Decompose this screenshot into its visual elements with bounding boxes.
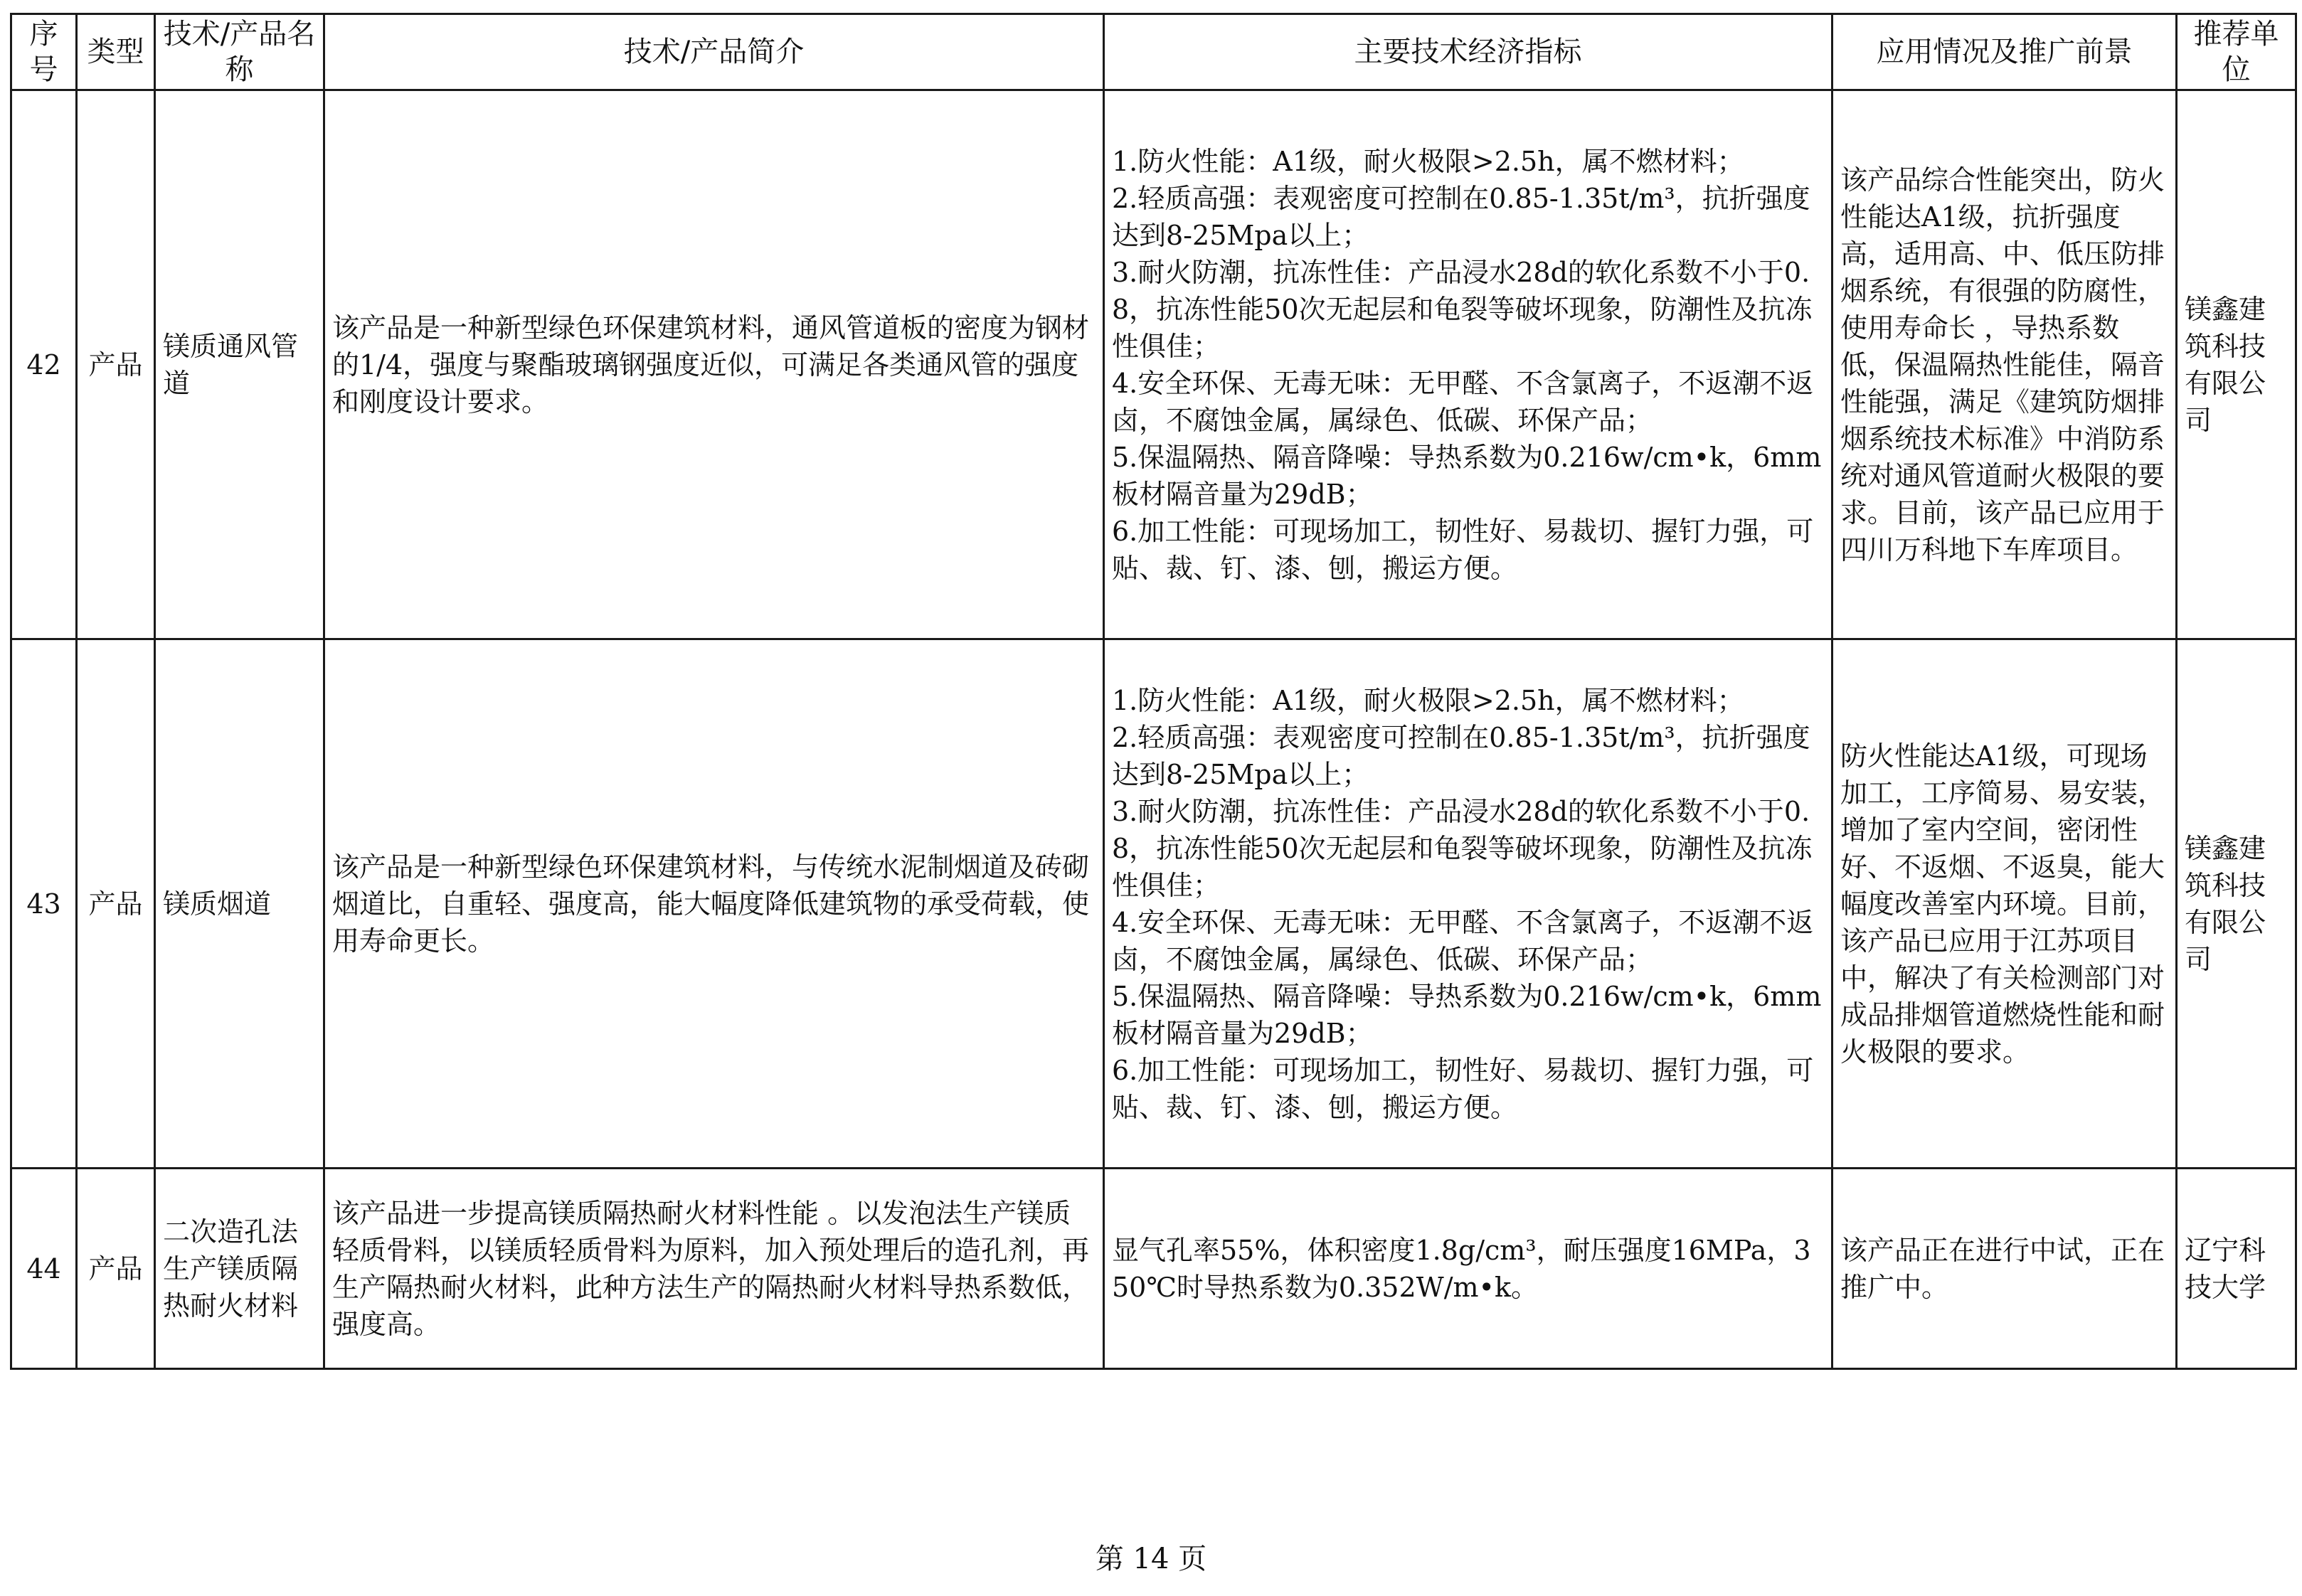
indicator-line: 2.轻质高强：表观密度可控制在0.85-1.35t/m³，抗折强度达到8-25Mpa以上； [1112,182,1810,251]
row-name: 镁质通风管道 [155,90,324,639]
indicator-line: 3.耐火防潮，抗冻性佳：产品浸水28d的软化系数不小于0.8，抗冻性能50次无起层和龟裂等破坏现象，防潮性及抗冻性俱佳； [1112,256,1813,362]
indicator-line: 显气孔率55%，体积密度1.8g/cm³，耐压强度16MPa，350℃时导热系数为0.352W/m•k。 [1112,1234,1811,1303]
indicator-line: 5.保温隔热、隔音降噪：导热系数为0.216w/cm•k，6mm板材隔音量为29dB； [1112,980,1822,1049]
header-row [11,14,2296,90]
header-type: 类型 [77,14,155,90]
header-application: 应用情况及推广前景 [1832,14,2177,90]
row-name: 镁质烟道 [155,639,324,1169]
indicator-line: 4.安全环保、无毒无味：无甲醛、不含氯离子，不返潮不返卤，不腐蚀金属，属绿色、低碳、环保产品； [1112,367,1814,436]
row-indicators [1104,90,1832,639]
row-seq: 44 [11,1169,77,1369]
table-row [11,90,2296,639]
row-name: 二次造孔法生产镁质隔热耐火材料 [155,1169,324,1369]
indicator-line: 6.加工性能：可现场加工，韧性好、易裁切、握钉力强，可贴、裁、钉、漆、刨，搬运方便。 [1112,515,1814,584]
row-type: 产品 [77,1169,155,1369]
page-number: 第 14 页 [1095,1543,1207,1575]
header-intro: 技术/产品简介 [324,14,1104,90]
row-application: 该产品综合性能突出，防火性能达A1级，抗折强度高，适用高、中、低压防排烟系统，有很强的防腐性，使用寿命长 ，导热系数低，保温隔热性能佳，隔音性能强，满足《建筑防烟排烟系统技术标准》中消防系统对通风管道耐火极限的要求。目前，该产品已应用于四川万科地下车库项目。 [1832,90,2177,639]
row-recommender: 镁鑫建筑科技有限公司 [2177,639,2296,1169]
row-type: 产品 [77,639,155,1169]
table-row [11,639,2296,1169]
row-recommender: 辽宁科技大学 [2177,1169,2296,1369]
indicator-line: 4.安全环保、无毒无味：无甲醛、不含氯离子，不返潮不返卤，不腐蚀金属，属绿色、低碳、环保产品； [1112,906,1814,975]
row-recommender: 镁鑫建筑科技有限公司 [2177,90,2296,639]
indicator-line: 6.加工性能：可现场加工，韧性好、易裁切、握钉力强，可贴、裁、钉、漆、刨，搬运方便。 [1112,1054,1814,1123]
row-application: 该产品正在进行中试，正在推广中。 [1832,1169,2177,1369]
indicator-line: 5.保温隔热、隔音降噪：导热系数为0.216w/cm•k，6mm板材隔音量为29dB； [1112,441,1822,510]
indicator-line: 1.防火性能：A1级，耐火极限>2.5h，属不燃材料； [1112,684,1744,716]
header-indicators: 主要技术经济指标 [1104,14,1832,90]
product-table [10,13,2297,1370]
header-name: 技术/产品名称 [155,14,324,90]
indicator-line: 1.防火性能：A1级，耐火极限>2.5h，属不燃材料； [1112,145,1744,177]
indicator-line: 2.轻质高强：表观密度可控制在0.85-1.35t/m³，抗折强度达到8-25Mpa以上； [1112,721,1810,790]
row-intro: 该产品是一种新型绿色环保建筑材料，通风管道板的密度为钢材的1/4，强度与聚酯玻璃钢强度近似，可满足各类通风管的强度和刚度设计要求。 [324,90,1104,639]
header-recommender: 推荐单位 [2177,14,2296,90]
row-seq: 43 [11,639,77,1169]
row-seq: 42 [11,90,77,639]
row-type: 产品 [77,90,155,639]
indicator-line: 3.耐火防潮，抗冻性佳：产品浸水28d的软化系数不小于0.8，抗冻性能50次无起层和龟裂等破坏现象，防潮性及抗冻性俱佳； [1112,795,1813,901]
table-row [11,1169,2296,1369]
row-indicators [1104,639,1832,1169]
row-intro: 该产品进一步提高镁质隔热耐火材料性能 。以发泡法生产镁质轻质骨料，以镁质轻质骨料为原料，加入预处理后的造孔剂，再生产隔热耐火材料，此种方法生产的隔热耐火材料导热系数低，强度高。 [324,1169,1104,1369]
row-application: 防火性能达A1级，可现场加工，工序简易、易安装，增加了室内空间，密闭性好、不返烟、不返臭，能大幅度改善室内环境。目前，该产品已应用于江苏项目中，解决了有关检测部门对成品排烟管道燃烧性能和耐火极限的要求。 [1832,639,2177,1169]
row-intro: 该产品是一种新型绿色环保建筑材料，与传统水泥制烟道及砖砌烟道比，自重轻、强度高，能大幅度降低建筑物的承受荷载，使用寿命更长。 [324,639,1104,1169]
header-seq: 序号 [11,14,77,90]
row-indicators [1104,1169,1832,1369]
